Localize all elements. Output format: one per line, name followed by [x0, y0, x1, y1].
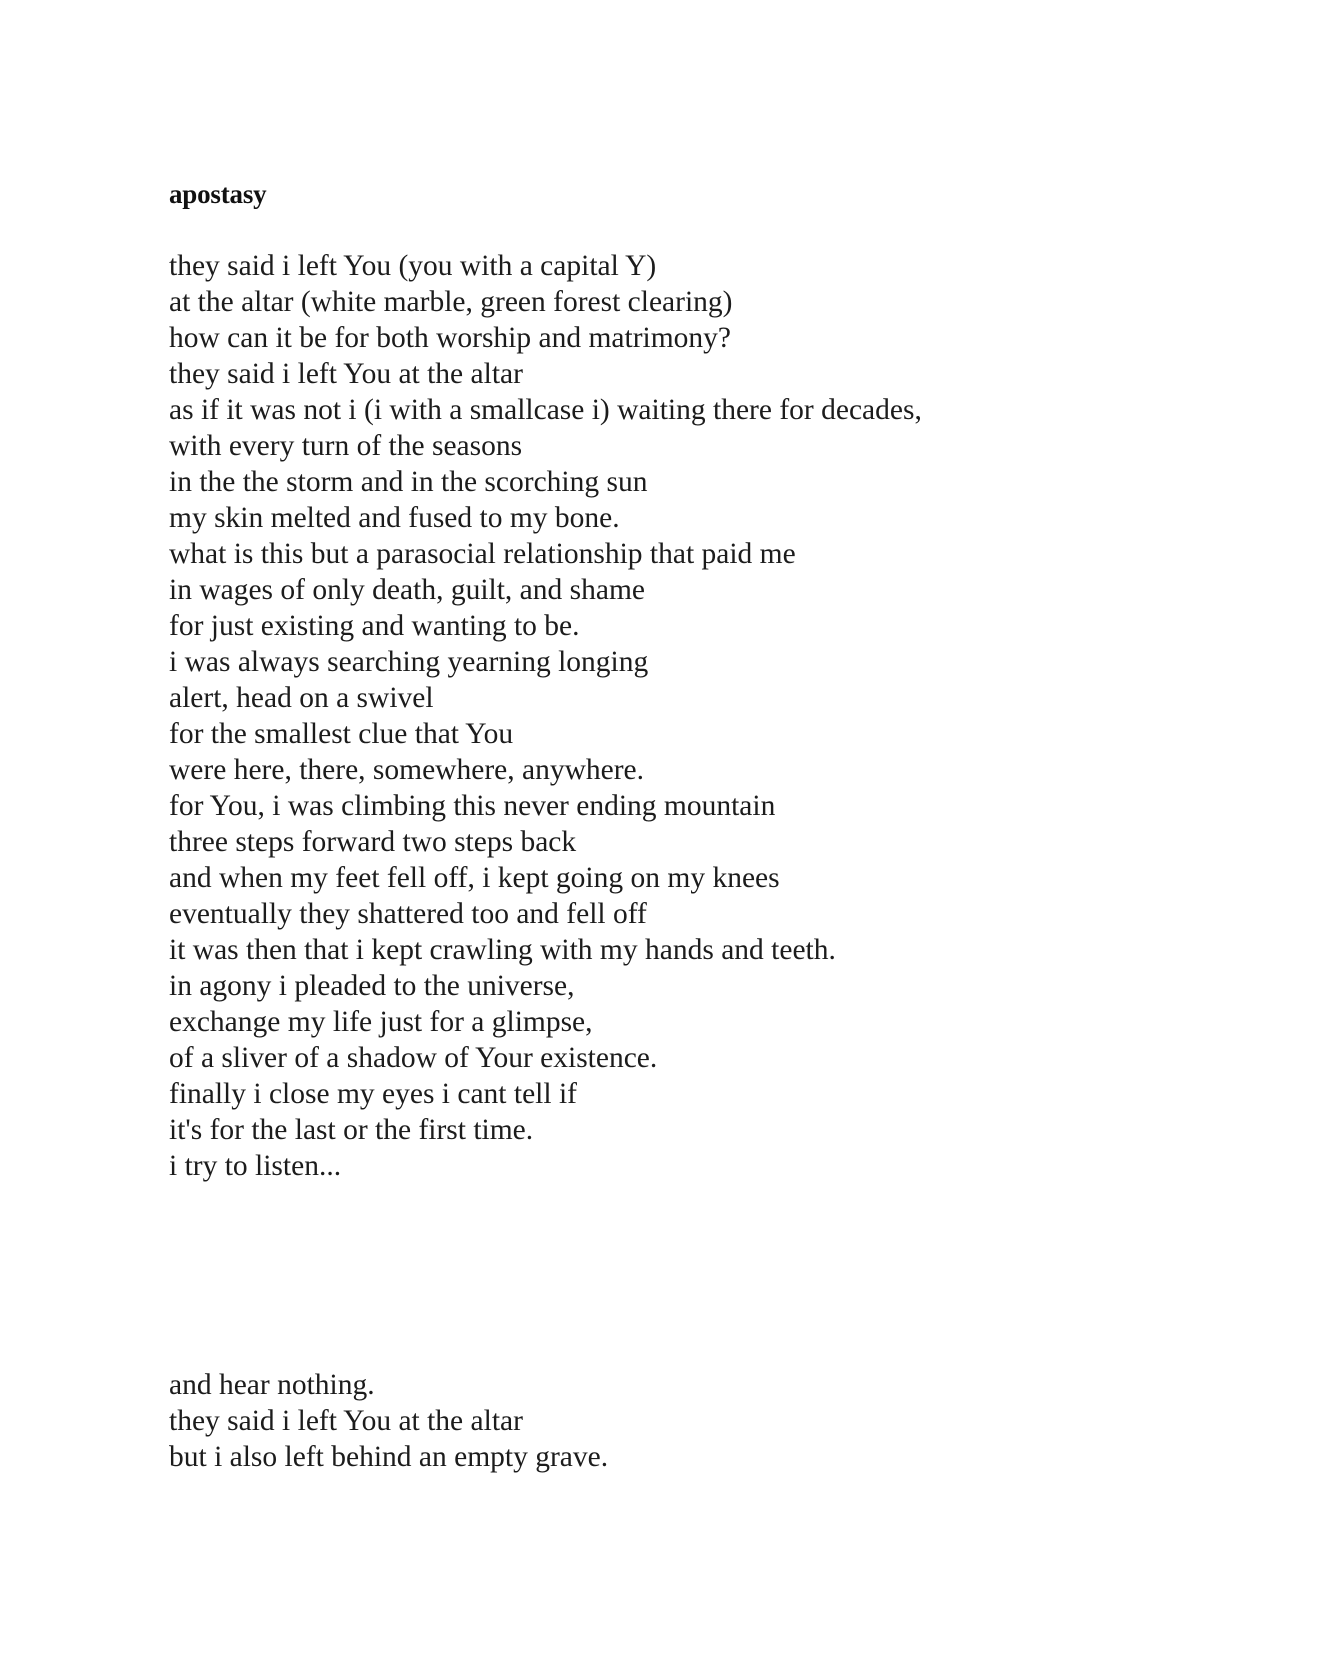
poem-line: finally i close my eyes i cant tell if — [169, 1078, 577, 1110]
poem-line: how can it be for both worship and matrimony? — [169, 322, 732, 354]
stanza-two — [169, 1367, 608, 1475]
poem-line: what is this but a parasocial relationship that paid me — [169, 538, 796, 570]
poem-line: i try to listen... — [169, 1150, 342, 1182]
poem-line: in the the storm and in the scorching sun — [169, 466, 648, 498]
poem-line: as if it was not i (i with a smallcase i) waiting there for decades, — [169, 394, 922, 426]
poem-line: for the smallest clue that You — [169, 718, 514, 750]
poem-line: they said i left You (you with a capital Y) — [169, 250, 657, 282]
poem-line: were here, there, somewhere, anywhere. — [169, 754, 645, 786]
poem-line: they said i left You at the altar — [169, 1405, 523, 1437]
poem-line: in agony i pleaded to the universe, — [169, 970, 575, 1002]
poem-line: it's for the last or the first time. — [169, 1114, 534, 1146]
poem-line: three steps forward two steps back — [169, 826, 577, 858]
poem-line: they said i left You at the altar — [169, 358, 523, 390]
poem-line: but i also left behind an empty grave. — [169, 1441, 609, 1473]
poem-title: apostasy — [169, 179, 267, 209]
poem-line: with every turn of the seasons — [169, 430, 523, 462]
poem-line: in wages of only death, guilt, and shame — [169, 574, 645, 606]
poem-line: it was then that i kept crawling with my hands and teeth. — [169, 934, 836, 966]
poem-line: i was always searching yearning longing — [169, 646, 649, 678]
poem-line: my skin melted and fused to my bone. — [169, 502, 620, 534]
poem-line: for You, i was climbing this never ending mountain — [169, 790, 776, 822]
poem-line: alert, head on a swivel — [169, 682, 434, 714]
poem-line: at the altar (white marble, green forest clearing) — [169, 286, 733, 318]
poem-line: eventually they shattered too and fell off — [169, 898, 647, 930]
poem-line: exchange my life just for a glimpse, — [169, 1006, 593, 1038]
stanza-one — [169, 248, 922, 1184]
poem-line: of a sliver of a shadow of Your existence. — [169, 1042, 658, 1074]
poem-line: for just existing and wanting to be. — [169, 610, 580, 642]
poem-line: and when my feet fell off, i kept going on my knees — [169, 862, 780, 894]
poem-line: and hear nothing. — [169, 1369, 375, 1401]
